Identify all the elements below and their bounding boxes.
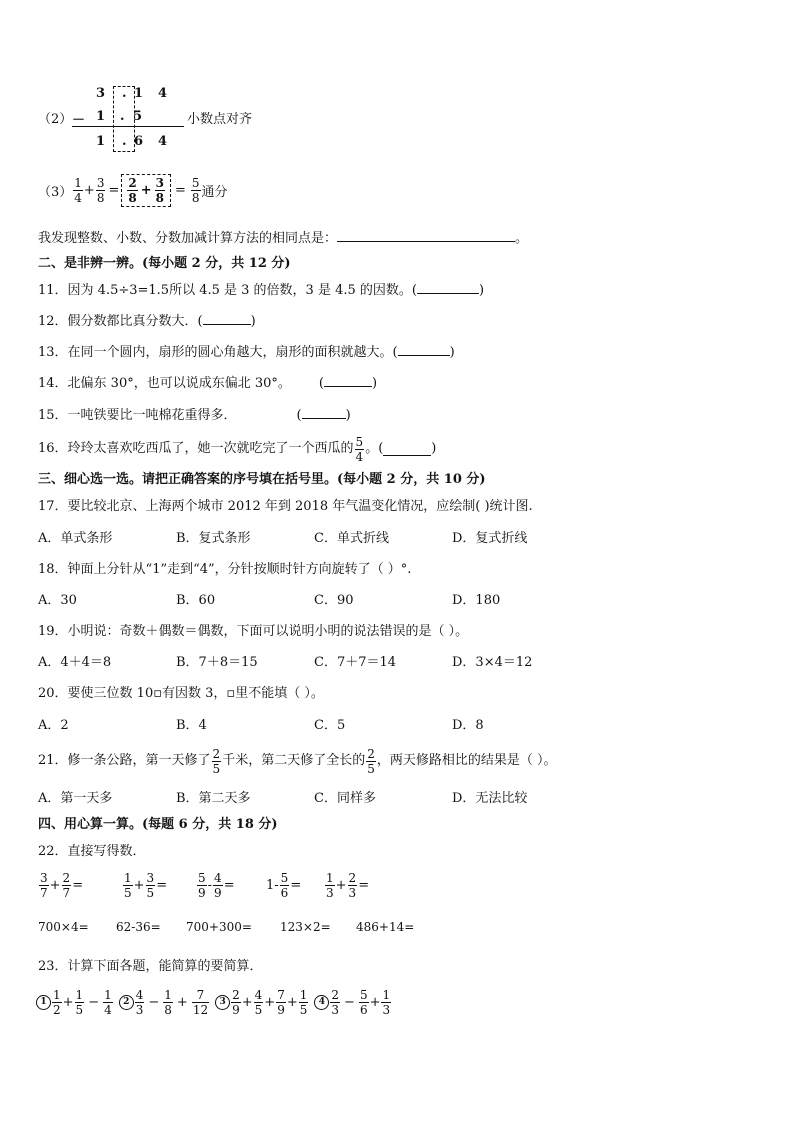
p2-r3-point: . xyxy=(122,134,127,149)
section-3-heading: 三、细心选一选。请把正确答案的序号填在括号里。(每小题 2 分，共 10 分) xyxy=(38,472,486,487)
q19-option-a[interactable]: A．4＋4＝8 xyxy=(38,655,112,670)
fraction xyxy=(52,988,62,1017)
p2-r1-digit2: 1 xyxy=(134,86,144,101)
q18-text: 18．钟面上分针从“1”走到“4”，分针按顺时针方向旋转了（ ）°. xyxy=(38,562,412,577)
p2-label: （2） xyxy=(38,112,73,127)
q22-f5-b xyxy=(348,871,358,900)
numerator: 1 xyxy=(104,987,112,1002)
discover-text: 我发现整数、小数、分数加减计算方法的相同点是： xyxy=(38,231,338,246)
q22-frac-item-5 xyxy=(324,866,369,904)
q23-item1-number: 1 xyxy=(36,995,51,1010)
denominator: 5 xyxy=(212,761,221,776)
q11 xyxy=(38,281,484,300)
numerator: 3 xyxy=(155,175,164,190)
denominator: 3 xyxy=(326,885,334,900)
section-4-heading: 四、用心算一算。(每题 6 分，共 18 分) xyxy=(38,817,278,832)
q16-text: 16．玲玲太喜欢吃西瓜了，她一次就吃完了一个西瓜的 xyxy=(38,441,354,456)
numerator: 2 xyxy=(348,870,357,885)
fraction xyxy=(359,988,369,1017)
q15-blank[interactable] xyxy=(302,406,346,419)
q21-text3: ，两天修路相比的结果是（ ）。 xyxy=(376,753,557,768)
q22-f3-b xyxy=(213,871,223,900)
denominator: 3 xyxy=(348,885,357,900)
q18-option-c[interactable]: C．90 xyxy=(314,593,354,608)
numerator: 5 xyxy=(191,175,200,190)
q22-f4-eq: = xyxy=(290,877,302,893)
numerator: 2 xyxy=(212,746,221,761)
discover-blank[interactable] xyxy=(337,229,515,242)
q15-text: 15．一吨铁要比一吨棉花重得多． xyxy=(38,408,237,423)
denominator: 9 xyxy=(214,885,222,900)
q12-close: ) xyxy=(250,314,256,329)
q21-option-b[interactable]: B．第二天多 xyxy=(176,791,251,806)
q14-open: ( xyxy=(318,376,324,391)
numerator: 1 xyxy=(299,987,308,1002)
p2-r3-digit3: 4 xyxy=(158,134,168,149)
p2-r1-digit1: 3 xyxy=(96,86,106,101)
p2-r3-digit2: 6 xyxy=(134,134,144,149)
denominator: 6 xyxy=(280,885,289,900)
math-symbol: − xyxy=(344,994,355,1010)
denominator: 12 xyxy=(192,1002,209,1017)
q21-text2: 千米，第二天修了全长的 xyxy=(222,753,366,768)
q19-text: 19．小明说：奇数＋偶数＝偶数，下面可以说明小明的说法错误的是（ ）。 xyxy=(38,624,469,639)
q20-option-b[interactable]: B．4 xyxy=(176,718,207,733)
q18-option-a[interactable]: A．30 xyxy=(38,593,77,608)
p3-box-plus: + xyxy=(140,182,152,198)
p3-note: 通分 xyxy=(201,184,228,200)
numerator: 1 xyxy=(164,987,172,1002)
p2-r3-digit1: 1 xyxy=(96,134,106,149)
denominator: 7 xyxy=(40,885,48,900)
fraction xyxy=(299,988,309,1017)
fraction xyxy=(75,988,85,1017)
q22-int-1: 700×4= xyxy=(38,920,89,934)
denominator: 9 xyxy=(198,885,206,900)
q12-blank[interactable] xyxy=(203,312,251,325)
q21-text1: 21．修一条公路，第一天修了 xyxy=(38,753,211,768)
numerator: 5 xyxy=(280,870,289,885)
q20-option-d[interactable]: D．8 xyxy=(452,718,484,733)
denominator: 4 xyxy=(74,190,82,205)
q22-f3-a xyxy=(197,871,207,900)
p2-r2-point: . xyxy=(120,109,125,124)
q17-option-a[interactable]: A．单式条形 xyxy=(38,531,113,546)
denominator: 5 xyxy=(254,1002,263,1017)
q16-blank[interactable] xyxy=(383,443,431,456)
q22-f1-b xyxy=(62,871,72,900)
fraction xyxy=(330,988,340,1017)
p3-equals2: = xyxy=(175,182,186,198)
denominator: 3 xyxy=(135,1002,144,1017)
q13-blank[interactable] xyxy=(398,343,450,356)
numerator: 7 xyxy=(277,987,285,1002)
q20-option-c[interactable]: C．5 xyxy=(314,718,346,733)
q22-f2-a xyxy=(123,871,133,900)
q19-option-d[interactable]: D．3×4＝12 xyxy=(452,655,533,670)
q15-open: ( xyxy=(296,408,302,423)
q23-item3-number: 3 xyxy=(215,995,230,1010)
q11-close: ) xyxy=(478,283,485,298)
p3-line xyxy=(38,172,228,208)
p3-dashed-box xyxy=(121,174,171,207)
q21-line xyxy=(38,744,556,778)
denominator: 5 xyxy=(299,1002,308,1017)
numerator: 5 xyxy=(198,870,206,885)
q22-f5-op: + xyxy=(335,877,347,893)
p2-r1-point: . xyxy=(122,86,127,101)
numerator: 1 xyxy=(53,987,61,1002)
q22-f2-op: + xyxy=(133,877,145,893)
denominator: 5 xyxy=(124,885,132,900)
q21-option-a[interactable]: A．第一天多 xyxy=(38,791,113,806)
p2-r1-digit3: 4 xyxy=(158,86,168,101)
q22-f4-b xyxy=(280,871,290,900)
p3-box-frac2 xyxy=(155,176,165,205)
q16 xyxy=(38,434,436,464)
q23-title: 23．计算下面各题，能简算的要简算． xyxy=(38,959,263,974)
q21-fraction1 xyxy=(212,747,222,776)
q15-close: ) xyxy=(345,408,351,423)
denominator: 2 xyxy=(53,1002,61,1017)
numerator: 2 xyxy=(128,175,137,190)
q17-option-d[interactable]: D．复式折线 xyxy=(452,531,528,546)
denominator: 8 xyxy=(128,190,137,205)
math-symbol: + xyxy=(264,994,276,1010)
denominator: 3 xyxy=(382,1002,391,1017)
q13-close: ) xyxy=(449,345,455,360)
numerator: 4 xyxy=(135,987,144,1002)
numerator: 4 xyxy=(214,870,222,885)
p3-label: （3） xyxy=(38,184,73,200)
denominator: 7 xyxy=(62,885,71,900)
p3-frac2 xyxy=(96,176,106,205)
discover-line xyxy=(38,229,528,248)
q21-fraction2 xyxy=(366,747,376,776)
q20-option-a[interactable]: A．2 xyxy=(38,718,69,733)
q14-text: 14．北偏东 30°，也可以说成东偏北 30°。 xyxy=(38,376,291,391)
fraction xyxy=(276,988,286,1017)
q16-tail: 。( xyxy=(365,441,384,456)
q12 xyxy=(38,312,256,331)
p2-r2-digit1: 1 xyxy=(96,109,106,124)
q15 xyxy=(38,406,351,425)
numerator: 2 xyxy=(62,870,71,885)
q22-frac-item-1 xyxy=(38,866,83,904)
denominator: 4 xyxy=(355,449,364,464)
fraction xyxy=(192,988,209,1017)
q23-expressions xyxy=(36,983,392,1021)
q21-option-d[interactable]: D．无法比较 xyxy=(452,791,528,806)
fraction xyxy=(381,988,391,1017)
math-symbol: + xyxy=(241,994,253,1010)
q14 xyxy=(38,374,377,393)
section-2-heading: 二、是非辨一辨。(每小题 2 分，共 12 分) xyxy=(38,256,291,271)
denominator: 9 xyxy=(232,1002,240,1017)
q11-text: 11．因为 4.5÷3=1.5所以 4.5 是 3 的倍数，3 是 4.5 的因数。( xyxy=(38,283,417,298)
q12-text: 12．假分数都比真分数大．( xyxy=(38,314,203,329)
numerator: 4 xyxy=(254,987,263,1002)
numerator: 1 xyxy=(382,987,391,1002)
q22-frac-item-2 xyxy=(122,866,167,904)
q13-text: 13．在同一个圆内，扇形的圆心角越大，扇形的面积就越大。( xyxy=(38,345,398,360)
q22-f1-eq: = xyxy=(72,877,84,893)
q22-int-5: 486+14= xyxy=(356,920,415,934)
numerator: 7 xyxy=(196,987,205,1002)
fraction xyxy=(254,988,264,1017)
denominator: 8 xyxy=(96,190,105,205)
q14-close: ) xyxy=(371,376,378,391)
numerator: 1 xyxy=(74,175,82,190)
denominator: 9 xyxy=(277,1002,285,1017)
p3-result xyxy=(191,176,201,205)
q17-text: 17．要比较北京、上海两个城市 2012 年到 2018 年气温变化情况，应绘制( )统计图. xyxy=(38,499,533,514)
numerator: 3 xyxy=(146,870,155,885)
numerator: 1 xyxy=(75,987,84,1002)
q22-int-2: 62-36= xyxy=(116,920,161,934)
q19-option-c[interactable]: C．7＋7＝14 xyxy=(314,655,397,670)
fraction xyxy=(103,988,113,1017)
denominator: 8 xyxy=(191,190,200,205)
q14-blank[interactable] xyxy=(324,374,372,387)
p3-equals1: = xyxy=(108,182,120,198)
p3-box-frac1 xyxy=(127,176,137,205)
q22-f3-op: - xyxy=(207,877,213,893)
fraction xyxy=(163,988,173,1017)
math-symbol: + xyxy=(62,994,74,1010)
denominator: 5 xyxy=(146,885,155,900)
fraction xyxy=(231,988,241,1017)
q22-int-3: 700+300= xyxy=(186,920,252,934)
p2-r2-digit2: 5 xyxy=(133,109,143,124)
q22-f2-eq: = xyxy=(156,877,168,893)
math-symbol: − xyxy=(88,994,100,1010)
denominator: 3 xyxy=(331,1002,340,1017)
p3-frac1 xyxy=(73,176,83,205)
p2-r2-minus: － xyxy=(72,113,86,128)
p2-dashed-box xyxy=(113,86,135,152)
q11-blank[interactable] xyxy=(417,281,479,294)
q17-option-c[interactable]: C．单式折线 xyxy=(314,531,389,546)
q22-int-4: 123×2= xyxy=(280,920,331,934)
numerator: 5 xyxy=(359,987,368,1002)
numerator: 5 xyxy=(355,434,364,449)
numerator: 2 xyxy=(232,987,240,1002)
math-symbol: + xyxy=(369,994,381,1010)
numerator: 1 xyxy=(124,870,132,885)
denominator: 8 xyxy=(155,190,164,205)
numerator: 2 xyxy=(367,746,375,761)
q16-close: ) xyxy=(431,441,437,456)
q22-title: 22．直接写得数． xyxy=(38,844,146,859)
denominator: 4 xyxy=(104,1002,112,1017)
math-symbol: − xyxy=(148,994,160,1010)
numerator: 2 xyxy=(331,987,340,1002)
fraction xyxy=(135,988,145,1017)
q23-item4-number: 4 xyxy=(314,995,329,1010)
q22-f1-a xyxy=(39,871,49,900)
denominator: 8 xyxy=(164,1002,172,1017)
q22-frac-item-4 xyxy=(266,866,301,904)
q21-option-c[interactable]: C．同样多 xyxy=(314,791,376,806)
q23-item2-number: 2 xyxy=(119,995,134,1010)
discover-end: 。 xyxy=(515,231,529,246)
denominator: 6 xyxy=(359,1002,368,1017)
q22-f1-op: + xyxy=(49,877,61,893)
q22-frac-item-3 xyxy=(196,866,235,904)
q18-option-d[interactable]: D．180 xyxy=(452,593,501,608)
q13 xyxy=(38,343,455,362)
q16-fraction xyxy=(355,435,365,464)
q22-f3-eq: = xyxy=(223,877,235,893)
q22-f2-b xyxy=(146,871,156,900)
q20-text: 20．要使三位数 10▫有因数 3，▫里不能填（ ）。 xyxy=(38,686,324,701)
denominator: 5 xyxy=(367,761,375,776)
numerator: 3 xyxy=(40,870,48,885)
q22-f5-a xyxy=(325,871,335,900)
math-symbol: + xyxy=(286,994,298,1010)
math-symbol: + xyxy=(176,994,188,1010)
q19-option-b[interactable]: B．7＋8＝15 xyxy=(176,655,258,670)
numerator: 1 xyxy=(326,870,334,885)
denominator: 5 xyxy=(75,1002,84,1017)
q18-option-b[interactable]: B．60 xyxy=(176,593,216,608)
numerator: 3 xyxy=(96,175,105,190)
q17-option-b[interactable]: B．复式条形 xyxy=(176,531,251,546)
q22-f5-eq: = xyxy=(358,877,370,893)
p3-plus: + xyxy=(83,182,95,198)
q22-f4-pre: 1- xyxy=(266,877,279,893)
p2-note: 小数点对齐 xyxy=(187,112,253,127)
